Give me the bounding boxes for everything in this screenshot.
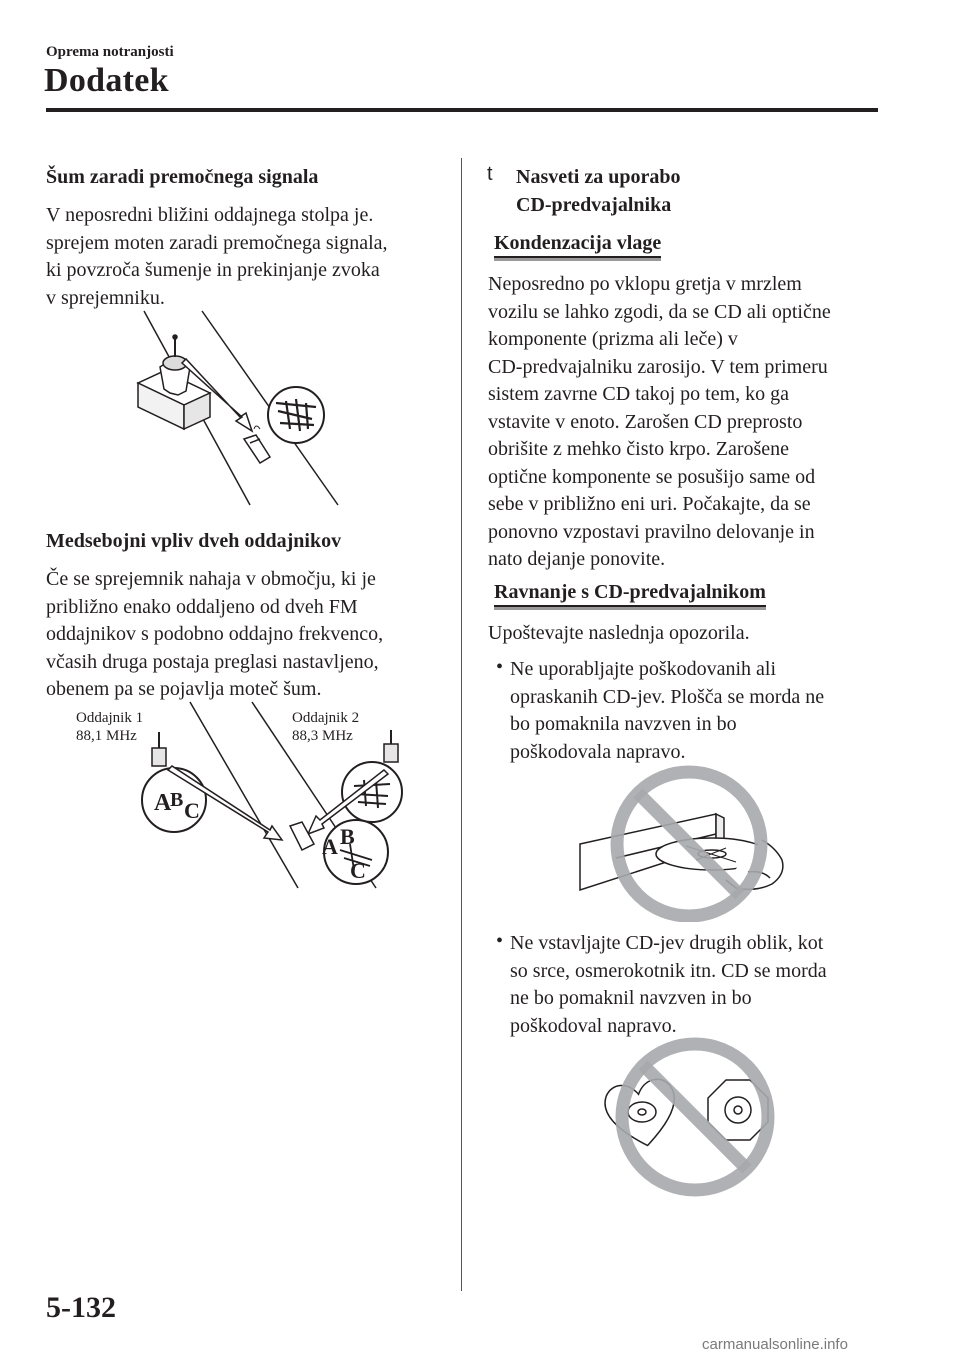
transmitter-1-frequency: 88,1 MHz (76, 728, 137, 744)
shaped-cd-prohibited-illustration (600, 1034, 790, 1200)
transmitter-2-frequency: 88,3 MHz (292, 728, 353, 744)
watermark: carmanualsonline.info (702, 1336, 848, 1353)
section-marker: t (487, 163, 493, 185)
paragraph-condensation (488, 271, 888, 574)
damaged-cd-prohibited-illustration (576, 762, 806, 922)
text-line: sistem zavrne CD takoj po tem, ko ga (488, 383, 790, 405)
paragraph-strong-signal (46, 202, 456, 312)
abc-letter-b-2: B (340, 824, 355, 849)
abc-letter-c-2: C (350, 858, 366, 883)
abc-letter-a-1: A (154, 790, 172, 816)
text-line: CD-predvajalniku zarosijo. V tem primeru (488, 355, 828, 378)
subheading-handling: Ravnanje s CD-predvajalnikom (494, 581, 766, 607)
strong-signal-illustration (130, 305, 350, 510)
text-line: Ne uporabljajte poškodovanih ali (510, 658, 777, 680)
text-line: so srce, osmerokotnik itn. CD se morda (510, 959, 827, 982)
heading-cd-tips (516, 163, 680, 219)
subheading-condensation: Kondenzacija vlage (494, 232, 661, 258)
transmitter-2-name: Oddajnik 2 (292, 710, 360, 726)
text-line: Ne vstavljajte CD-jev drugih oblik, kot (510, 932, 824, 954)
bullet-damaged-cd (510, 656, 890, 766)
text-line: približno enako oddaljeno od dveh FM (46, 595, 358, 618)
text-line: v sprejemniku. (46, 286, 165, 309)
column-divider (461, 158, 462, 1291)
text-line: ki povzroča šumenje in prekinjanje zvoka (46, 259, 380, 281)
subheading-condensation-wrap (494, 232, 661, 258)
text-line: sebe v približno eni uri. Počakajte, da se (488, 493, 811, 515)
abc-letter-c-1: C (184, 798, 200, 823)
chapter-title: Dodatek (44, 62, 169, 99)
heading-line: CD-predvajalnika (516, 194, 672, 216)
text-line: Neposredno po vklopu gretja v mrzlem (488, 273, 802, 295)
text-line: bo pomaknila navzven in bo (510, 713, 737, 735)
bullet-shaped-cd (510, 930, 890, 1040)
text-line: komponente (prizma ali leče) v (488, 328, 738, 350)
heading-strong-signal: Šum zaradi premočnega signala (46, 166, 319, 188)
text-line: opraskanih CD-jev. Plošča se morda ne (510, 685, 825, 708)
text-line: obrišite z mehko čisto krpo. Zarošene (488, 438, 790, 460)
heading-two-transmitters: Medsebojni vpliv dveh oddajnikov (46, 530, 342, 552)
page-number: 5-132 (46, 1291, 116, 1324)
text-line: poškodoval napravo. (510, 1014, 677, 1037)
text-line: nato dejanje ponovite. (488, 548, 666, 570)
section-label: Oprema notranjosti (46, 44, 174, 60)
text-line: oddajnikov s podobno oddajno frekvenco, (46, 623, 384, 645)
text-line: optične komponente se posušijo same od (488, 465, 816, 488)
subheading-handling-wrap (494, 581, 766, 607)
text-line: V neposredni bližini oddajnega stolpa je. (46, 204, 374, 226)
text-line: včasih druga postaja preglasi nastavljeno, (46, 650, 379, 673)
text-line: vstavite v enoto. Zarošen CD preprosto (488, 410, 803, 433)
bullet-dot: • (496, 656, 504, 678)
text-line: vozilu se lahko zgodi, da se CD ali optične (488, 300, 831, 323)
text-line: obenem pa se pojavlja moteč šum. (46, 678, 322, 700)
paragraph-warnings-intro: Upoštevajte naslednja opozorila. (488, 622, 750, 644)
transmitter-1-name: Oddajnik 1 (76, 710, 144, 726)
two-transmitters-illustration (60, 700, 420, 895)
abc-letter-b-1: B (170, 789, 184, 811)
abc-letter-a-2: A (322, 834, 338, 859)
text-line: ponovno vzpostavi pravilno delovanje in (488, 520, 815, 543)
bullet-dot: • (496, 930, 504, 952)
text-line: poškodovala napravo. (510, 740, 686, 763)
heading-line: Nasveti za uporabo (516, 166, 681, 188)
text-line: Če se sprejemnik nahaja v območju, ki je (46, 568, 376, 590)
text-line: sprejem moten zaradi premočnega signala, (46, 231, 388, 254)
header-rule (46, 108, 878, 112)
paragraph-two-transmitters (46, 566, 456, 704)
text-line: ne bo pomaknil navzven in bo (510, 987, 752, 1009)
